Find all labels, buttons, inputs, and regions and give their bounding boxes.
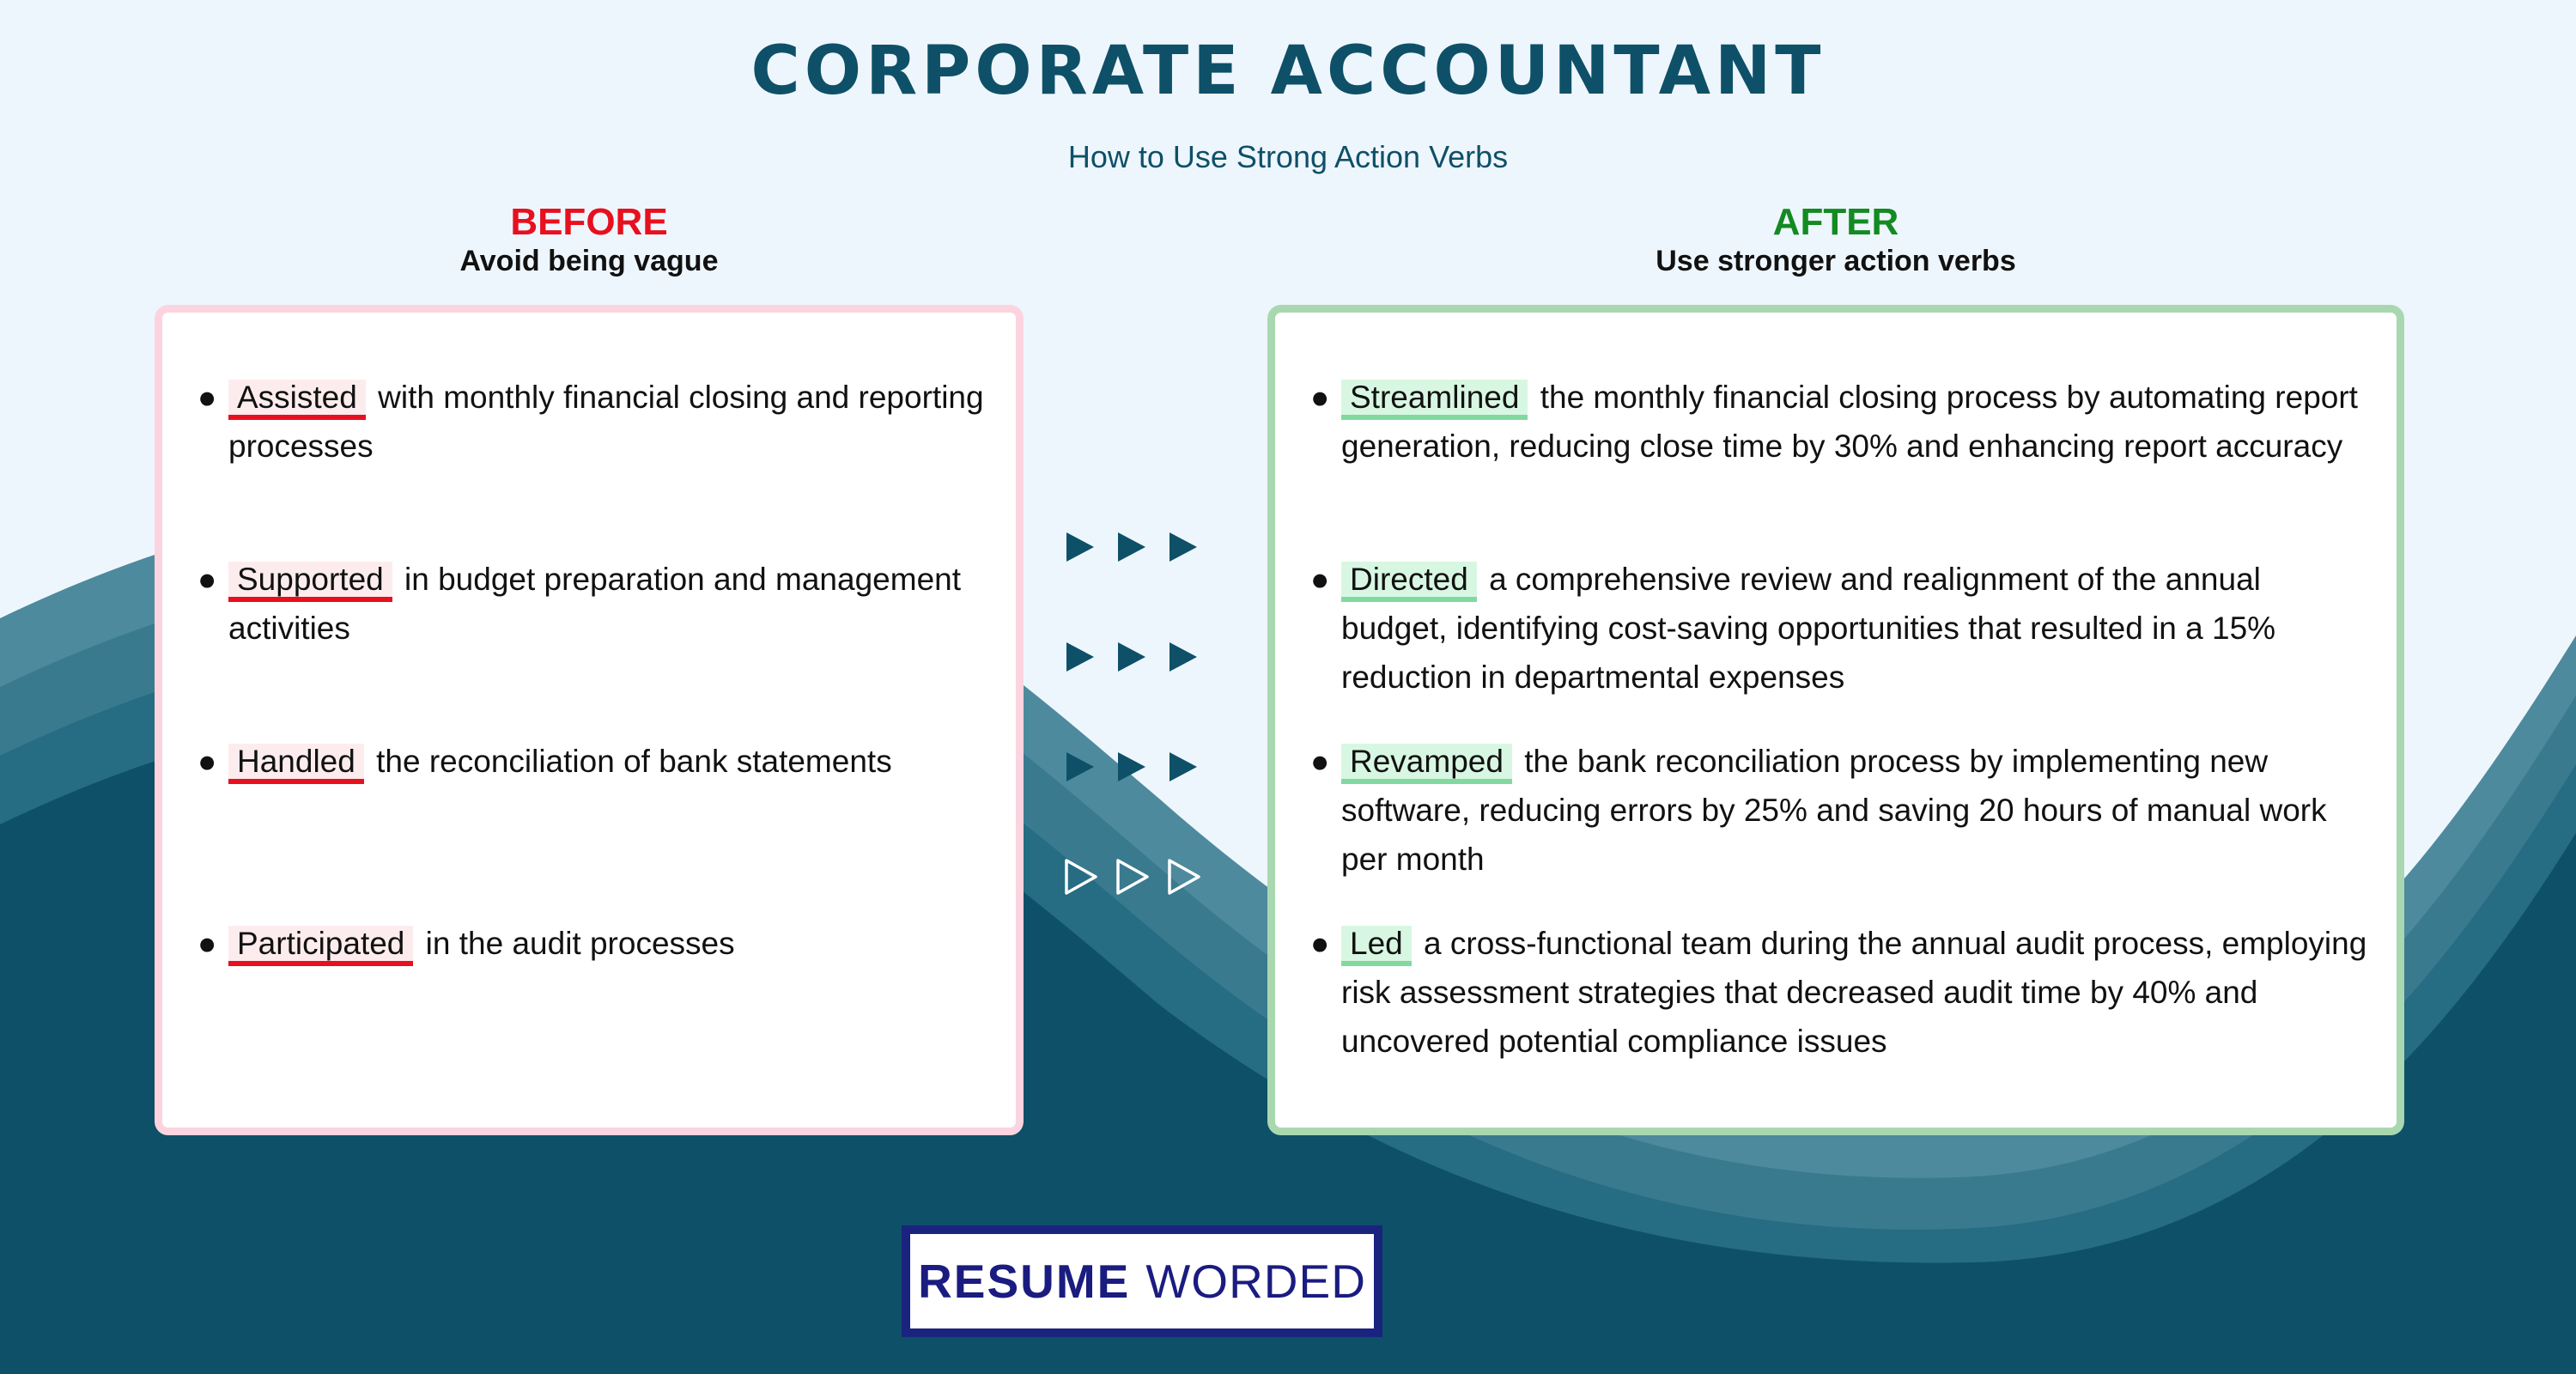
bullet-icon: ●	[1310, 562, 1330, 597]
triple-arrow-icon	[1061, 745, 1216, 788]
triple-arrow-icon	[1061, 526, 1216, 568]
before-list-item	[197, 555, 1001, 653]
bullet-icon: ●	[197, 926, 217, 961]
page-title: CORPORATE ACCOUNTANT	[750, 33, 1826, 110]
triple-arrow-icon	[1061, 635, 1216, 678]
item-text: in budget preparation and management activities	[228, 562, 962, 646]
item-text: in the audit processes	[425, 926, 735, 961]
after-label: AFTER	[1772, 201, 1899, 243]
before-list-item	[197, 919, 1001, 968]
strong-verb-highlight: Streamlined	[1341, 380, 1528, 420]
item-text: the reconciliation of bank statements	[376, 744, 892, 779]
logo-word-resume: RESUME	[918, 1255, 1131, 1308]
before-label: BEFORE	[510, 201, 668, 243]
bullet-icon: ●	[1310, 744, 1330, 779]
item-text: a cross-functional team during the annual audit process, employing risk assessment strategies that decreased audit time by 40% and uncovered potential compliance issues	[1341, 926, 2367, 1059]
weak-verb-highlight: Assisted	[228, 380, 366, 420]
item-text: the monthly financial closing process by automating report generation, reducing close time by 30% and enhancing report accuracy	[1341, 380, 2358, 464]
strong-verb-highlight: Revamped	[1341, 744, 1512, 784]
strong-verb-highlight: Led	[1341, 926, 1412, 966]
page-subtitle: How to Use Strong Action Verbs	[1067, 139, 1509, 174]
before-header	[155, 201, 1024, 278]
after-panel	[1267, 305, 2404, 1135]
after-header	[1267, 201, 2404, 278]
after-list-item	[1310, 737, 2372, 884]
item-text: with monthly financial closing and reporting processes	[228, 380, 984, 464]
after-list-item	[1310, 373, 2372, 471]
before-description: Avoid being vague	[459, 245, 719, 277]
after-list-item	[1310, 919, 2372, 1066]
bullet-icon: ●	[197, 562, 217, 597]
before-list-item	[197, 373, 1001, 471]
strong-verb-highlight: Directed	[1341, 562, 1477, 602]
weak-verb-highlight: Supported	[228, 562, 392, 602]
item-text: a comprehensive review and realignment of the annual budget, identifying cost-saving opportunities that resulted in a 15% reduction in departmental expenses	[1341, 562, 2276, 695]
bullet-icon: ●	[197, 380, 217, 415]
item-text: the bank reconciliation process by implementing new software, reducing errors by 25% and saving 20 hours of manual work per month	[1341, 744, 2327, 877]
after-list-item	[1310, 555, 2372, 702]
resume-worded-logo	[902, 1225, 1382, 1337]
weak-verb-highlight: Handled	[228, 744, 364, 784]
bullet-icon: ●	[1310, 380, 1330, 415]
logo-word-worded: WORDED	[1145, 1255, 1366, 1308]
weak-verb-highlight: Participated	[228, 926, 413, 966]
before-list-item	[197, 737, 1001, 786]
bullet-icon: ●	[197, 744, 217, 779]
bullet-icon: ●	[1310, 926, 1330, 961]
triple-outline-arrow-icon	[1061, 855, 1216, 898]
after-description: Use stronger action verbs	[1656, 245, 2016, 277]
before-panel	[155, 305, 1024, 1135]
